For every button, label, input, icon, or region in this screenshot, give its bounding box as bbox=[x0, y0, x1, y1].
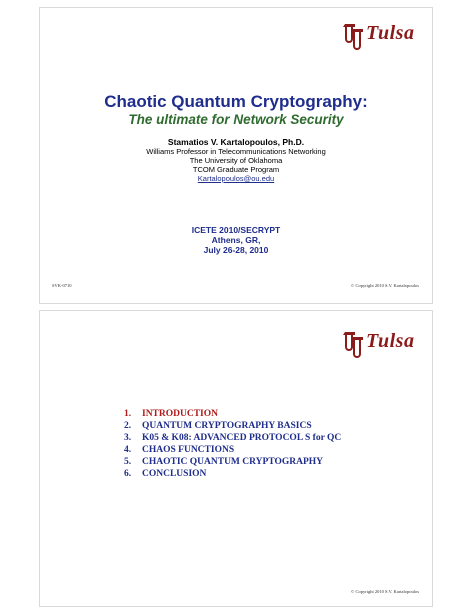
agenda-item: 5. CHAOTIC QUANTUM CRYPTOGRAPHY bbox=[124, 457, 324, 467]
agenda-item: 1. INTRODUCTION bbox=[124, 409, 219, 419]
affiliation-line: TCOM Graduate Program bbox=[192, 165, 280, 174]
slide-subtitle: The ultimate for Network Security bbox=[128, 112, 344, 127]
agenda-item: 3. K05 & K08: ADVANCED PROTOCOL S for QC bbox=[124, 433, 342, 443]
ou-monogram-icon bbox=[342, 328, 368, 362]
agenda-list bbox=[124, 408, 341, 480]
slide-title: Chaotic Quantum Cryptography: bbox=[104, 92, 368, 111]
agenda-item: 6. CONCLUSION bbox=[124, 469, 207, 479]
logo-tulsa-text: Tulsa bbox=[366, 330, 415, 352]
conference-location: Athens, GR, bbox=[211, 235, 261, 245]
author-name: Stamatios V. Kartalopoulos, Ph.D. bbox=[167, 137, 305, 147]
affiliation-line: Williams Professor in Telecommunications Networking bbox=[146, 147, 326, 156]
slide-code: SVK-0710 bbox=[52, 283, 72, 288]
slide-2 bbox=[39, 310, 433, 607]
affiliation-line: The University of Oklahoma bbox=[189, 156, 283, 165]
conference-name: ICETE 2010/SECRYPT bbox=[191, 225, 281, 235]
agenda-item: 2. QUANTUM CRYPTOGRAPHY BASICS bbox=[124, 421, 312, 431]
copyright-notice: © Copyright 2010 S.V. Kartalopoulos bbox=[350, 589, 419, 594]
logo-tulsa-text: Tulsa bbox=[366, 22, 415, 44]
author-email-link[interactable]: Kartalopoulos@ou.edu bbox=[197, 174, 275, 183]
agenda-item: 4. CHAOS FUNCTIONS bbox=[124, 445, 235, 455]
conference-date: July 26-28, 2010 bbox=[203, 245, 269, 255]
slide-1 bbox=[39, 7, 433, 304]
copyright-notice: © Copyright 2010 S.V. Kartalopoulos bbox=[350, 283, 419, 288]
ou-monogram-icon bbox=[342, 20, 368, 54]
